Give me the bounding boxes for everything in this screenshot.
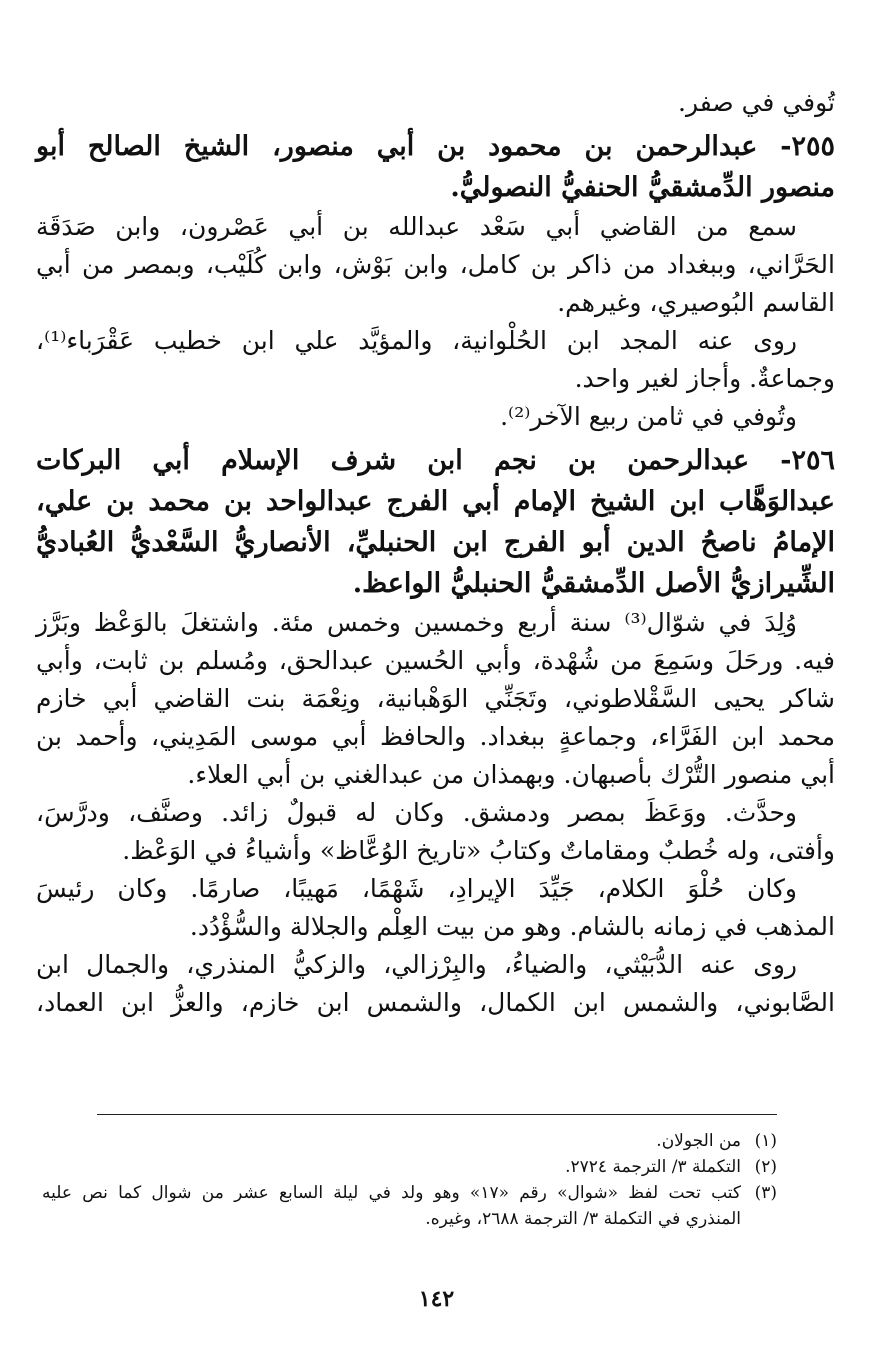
text-line: المذهب في زمانه بالشام. وهو من بيت العِلْم والجلالة والسُّؤْدُد.	[189, 912, 835, 941]
entry-heading-256: ٢٥٦- عبدالرحمن بن نجم ابن شرف الإسلام أبي البركات	[36, 445, 835, 476]
entry-heading-256-cont: الإمامُ ناصحُ الدين أبو الفرج ابن الحنبليِّ، الأنصاريُّ السَّعْديُّ العُباديُّ	[36, 527, 835, 558]
text-line: الصَّابوني، والشمس ابن الكمال، والشمس ابن خازم، والعزُّ ابن العماد،	[36, 988, 835, 1017]
entry-heading-256-cont: عبدالوَهَّاب ابن الشيخ الإمام أبي الفرج عبدالواحد بن محمد بن علي،	[36, 486, 835, 517]
text-line: روى عنه المجد ابن الحُلْوانية، والمؤيَّد علي ابن خطيب عَقْرَباء⁽¹⁾،	[36, 326, 797, 355]
text-line: سمع من القاضي أبي سَعْد عبدالله بن أبي عَصْرون، وابن صَدَقَة	[36, 212, 797, 241]
footnotes	[42, 1128, 777, 1232]
footnote-3	[42, 1180, 777, 1206]
footnote-2	[42, 1154, 777, 1180]
entry-heading-255-cont: منصور الدِّمشقيُّ الحنفيُّ النصوليُّ.	[450, 172, 835, 203]
text-line: وكان حُلْوَ الكلام، جَيِّدَ الإيرادِ، شَهْمًا، مَهيبًا، صارمًا. وكان رئيسَ	[36, 874, 797, 903]
text-line: وُلِدَ في شوّال⁽³⁾ سنة أربع وخمسين وخمس مئة. واشتغلَ بالوَعْظ وبَرَّز	[36, 608, 798, 637]
footnote-3-cont: المنذري في التكملة ٣/ الترجمة ٢٦٨٨، وغيره.	[425, 1209, 741, 1229]
footnote-rule	[97, 1114, 777, 1115]
text-line: وأفتى، وله خُطبٌ ومقاماتٌ وكتابُ «تاريخ الوُعَّاظ» وأشياءُ في الوَعْظ.	[122, 836, 835, 865]
text-line: وجماعةٌ. وأجاز لغير واحد.	[574, 364, 835, 393]
text-line: وتُوفي في ثامن ربيع الآخر⁽²⁾.	[500, 402, 797, 431]
entry-heading-255: ٢٥٥- عبدالرحمن بن محمود بن أبي منصور، الشيخ الصالح أبو	[36, 131, 835, 162]
text-line: الحَرَّاني، وببغداد من ذاكر بن كامل، وابن بَوْش، وابن كُلَيْب، وبمصر من أبي	[36, 250, 835, 279]
page-number: ١٤٢	[418, 1286, 455, 1312]
text-line: أبي منصور التُّرْك بأصبهان. وبهمذان من عبدالغني بن أبي العلاء.	[187, 760, 835, 789]
text-line: روى عنه الدُّبَيْثي، والضياءُ، والبِرْزالي، والزكيُّ المنذري، والجمال ابن	[36, 950, 797, 979]
footnote-text: من الجولان.	[656, 1131, 741, 1151]
text-line: وحدَّث. ووَعَظَ بمصر ودمشق. وكان له قبولٌ زائد. وصنَّف، ودرَّسَ،	[36, 798, 797, 827]
footnote-number: (١)	[754, 1131, 777, 1151]
text-line: فيه. ورحَلَ وسَمِعَ من شُهْدة، وأبي الحُسين عبدالحق، ومُسلم بن ثابت، وأبي	[36, 646, 835, 675]
footnote-text: كتب تحت لفظ «شوال» رقم «١٧» وهو ولد في ليلة السابع عشر من شوال كما نص عليه	[42, 1183, 742, 1203]
footnote-1	[42, 1128, 777, 1154]
footnote-text: التكملة ٣/ الترجمة ٢٧٢٤.	[565, 1157, 741, 1177]
page-body	[36, 84, 835, 1022]
text-line: شاكر يحيى السَّقْلاطوني، وتَجَنِّي الوَهْبانية، ونِعْمَة بنت القاضي أبي خازم	[36, 684, 835, 713]
footnote-number: (٢)	[754, 1157, 777, 1177]
footnote-number: (٣)	[754, 1183, 777, 1203]
entry-heading-256-cont: الشِّيرازيُّ الأصل الدِّمشقيُّ الحنبليُّ الواعظ.	[352, 568, 835, 599]
text-line: محمد ابن الفَرَّاء، وجماعةٍ ببغداد. والحافظ أبي موسى المَدِيني، وأحمد بن	[36, 722, 835, 751]
text-line: القاسم البُوصيري، وغيرهم.	[557, 288, 835, 317]
text-line: تُوفي في صفر.	[678, 88, 835, 117]
